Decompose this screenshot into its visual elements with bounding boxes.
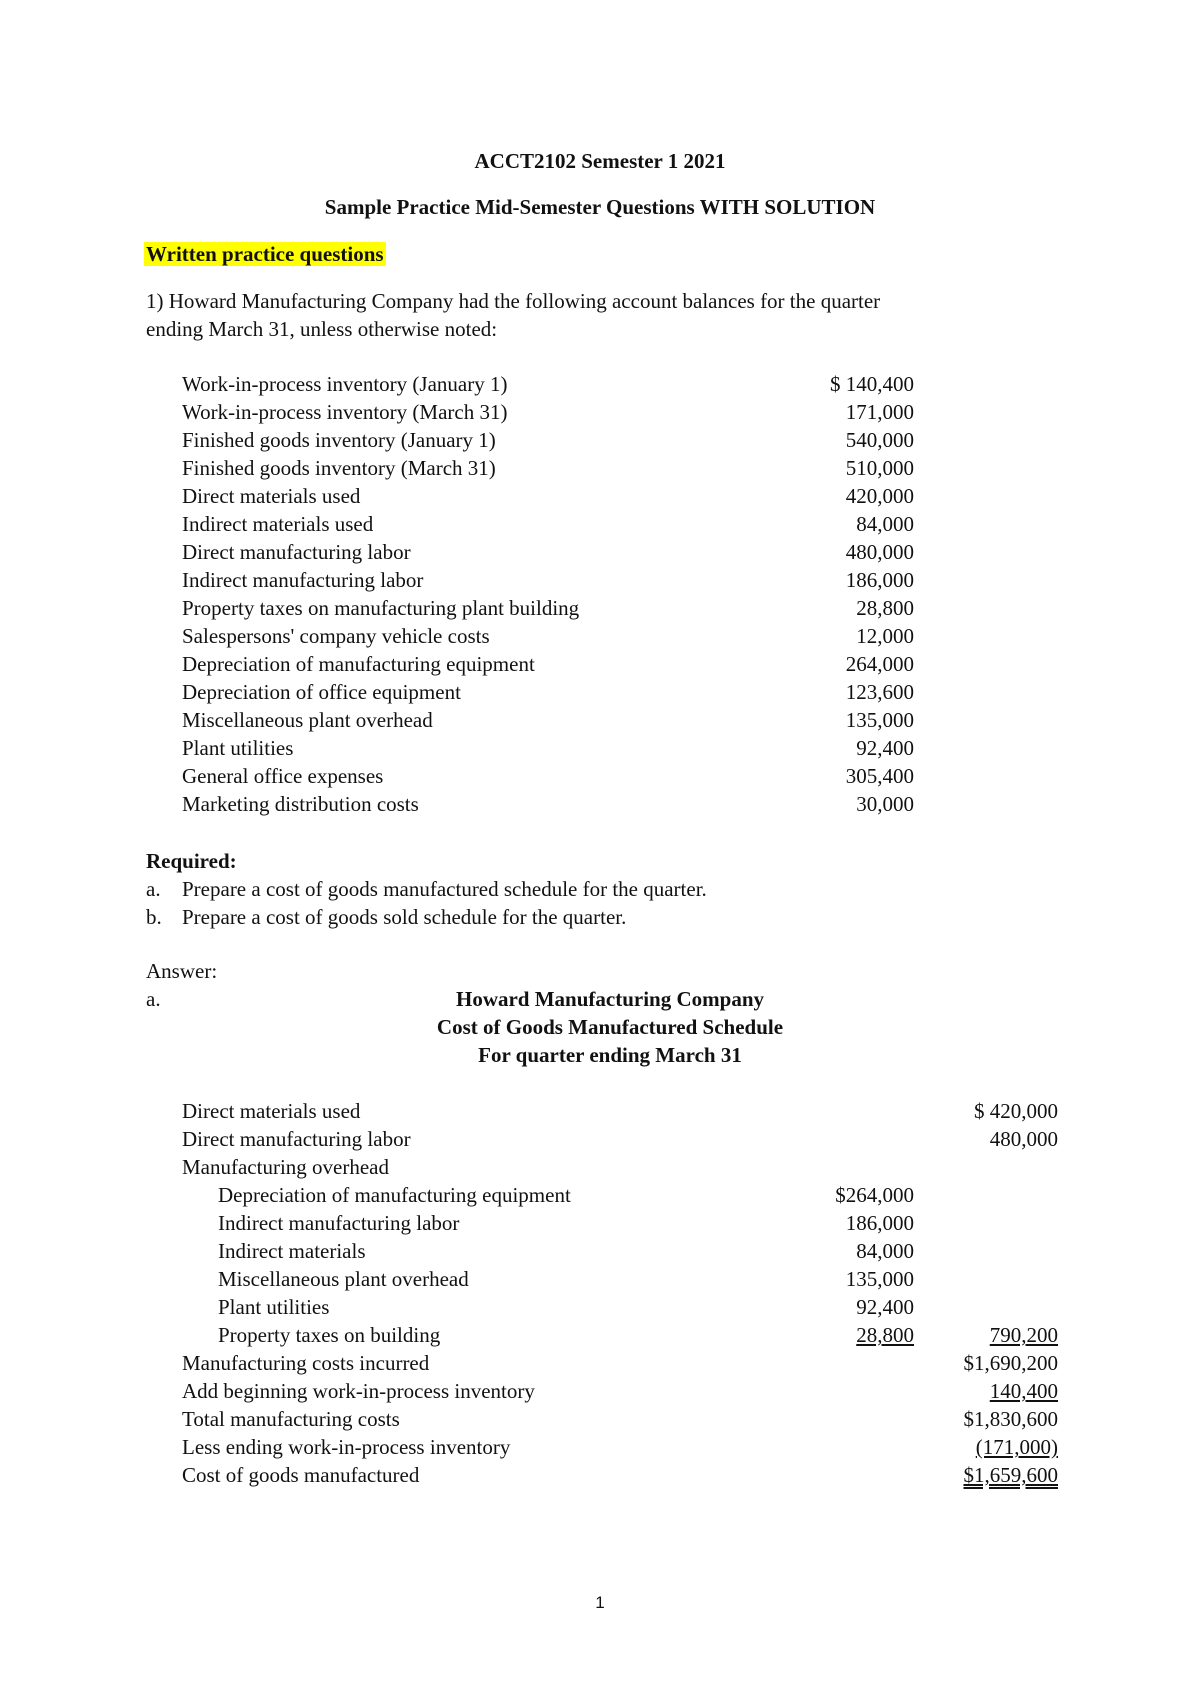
- overhead-amount: 84,000: [856, 1239, 914, 1263]
- schedule-label: Cost of goods manufactured: [182, 1463, 420, 1487]
- schedule-label: Direct manufacturing labor: [182, 1127, 411, 1151]
- answer-marker: a.: [146, 987, 161, 1011]
- balance-amount: 30,000: [856, 792, 914, 816]
- balance-label: Indirect manufacturing labor: [182, 568, 424, 592]
- balance-label: Direct manufacturing labor: [182, 540, 411, 564]
- schedule-total: $ 420,000: [974, 1099, 1058, 1123]
- balance-label: Finished goods inventory (January 1): [182, 428, 496, 452]
- balance-amount: 84,000: [856, 512, 914, 536]
- balance-amount: 540,000: [845, 428, 914, 452]
- overhead-amount: 186,000: [845, 1211, 914, 1235]
- schedule-total: (171,000): [975, 1435, 1058, 1459]
- list-marker: b.: [146, 905, 162, 929]
- balance-label: Salespersons' company vehicle costs: [182, 624, 490, 648]
- balance-label: Work-in-process inventory (January 1): [182, 372, 508, 396]
- balance-amount: 12,000: [856, 624, 914, 648]
- question-intro-line-1: 1) Howard Manufacturing Company had the following account balances for the quarter: [146, 289, 881, 313]
- balance-amount: 420,000: [845, 484, 914, 508]
- overhead-label: Depreciation of manufacturing equipment: [218, 1183, 571, 1207]
- question-intro-line-2: ending March 31, unless otherwise noted:: [146, 317, 498, 341]
- overhead-label: Miscellaneous plant overhead: [218, 1267, 469, 1291]
- required-item-text: Prepare a cost of goods sold schedule for the quarter.: [182, 905, 627, 929]
- balance-amount: 186,000: [845, 568, 914, 592]
- balance-label: Plant utilities: [182, 736, 294, 760]
- balance-amount: 92,400: [856, 736, 914, 760]
- balance-label: Property taxes on manufacturing plant building: [182, 596, 580, 620]
- schedule-title: Cost of Goods Manufactured Schedule: [436, 1015, 784, 1039]
- overhead-label: Indirect materials: [218, 1239, 366, 1263]
- schedule-total: $1,690,200: [963, 1351, 1058, 1375]
- schedule-total: $1,830,600: [963, 1407, 1058, 1431]
- balance-label: Direct materials used: [182, 484, 361, 508]
- overhead-label: Property taxes on building: [218, 1323, 441, 1347]
- balance-label: Marketing distribution costs: [182, 792, 419, 816]
- required-heading: Required:: [146, 849, 237, 873]
- list-marker: a.: [146, 877, 161, 901]
- schedule-label: Manufacturing costs incurred: [182, 1351, 430, 1375]
- balance-amount: 264,000: [845, 652, 914, 676]
- schedule-label: Add beginning work-in-process inventory: [182, 1379, 535, 1403]
- schedule-period: For quarter ending March 31: [478, 1043, 742, 1067]
- balance-label: Miscellaneous plant overhead: [182, 708, 433, 732]
- document-subtitle: Sample Practice Mid-Semester Questions WITH SOLUTION: [324, 195, 876, 219]
- overhead-amount: 92,400: [856, 1295, 914, 1319]
- schedule-total: 480,000: [989, 1127, 1058, 1151]
- answer-label: Answer:: [146, 959, 218, 983]
- schedule-company-name: Howard Manufacturing Company: [455, 987, 765, 1011]
- balance-amount: 480,000: [845, 540, 914, 564]
- overhead-amount: $264,000: [835, 1183, 914, 1207]
- balance-label: Finished goods inventory (March 31): [182, 456, 496, 480]
- required-item-a: [146, 876, 707, 902]
- balance-amount: 510,000: [845, 456, 914, 480]
- overhead-label: Plant utilities: [218, 1295, 330, 1319]
- balance-label: Work-in-process inventory (March 31): [182, 400, 508, 424]
- overhead-amount: 28,800: [856, 1323, 914, 1347]
- balance-amount: 28,800: [856, 596, 914, 620]
- required-item-text: Prepare a cost of goods manufactured schedule for the quarter.: [182, 877, 707, 901]
- section-heading: Written practice questions: [146, 242, 384, 266]
- balance-amount: 123,600: [845, 680, 914, 704]
- document-title: ACCT2102 Semester 1 2021: [474, 149, 726, 173]
- schedule-label: Less ending work-in-process inventory: [182, 1435, 511, 1459]
- balance-label: Depreciation of manufacturing equipment: [182, 652, 535, 676]
- schedule-label: Direct materials used: [182, 1099, 361, 1123]
- balance-amount: 305,400: [845, 764, 914, 788]
- balance-amount: 135,000: [845, 708, 914, 732]
- balance-label: Depreciation of office equipment: [182, 680, 461, 704]
- overhead-label: Indirect manufacturing labor: [218, 1211, 460, 1235]
- schedule-total: $1,659,600: [963, 1463, 1058, 1487]
- schedule-label: Total manufacturing costs: [182, 1407, 400, 1431]
- balance-label: Indirect materials used: [182, 512, 374, 536]
- page-number: 1: [595, 1593, 605, 1612]
- balance-amount: 171,000: [845, 400, 914, 424]
- overhead-amount: 135,000: [845, 1267, 914, 1291]
- balance-amount: $ 140,400: [830, 372, 914, 396]
- overhead-total: 790,200: [989, 1323, 1058, 1347]
- balance-label: General office expenses: [182, 764, 384, 788]
- schedule-total: 140,400: [989, 1379, 1058, 1403]
- schedule-label: Manufacturing overhead: [182, 1155, 389, 1179]
- required-item-b: [146, 904, 627, 930]
